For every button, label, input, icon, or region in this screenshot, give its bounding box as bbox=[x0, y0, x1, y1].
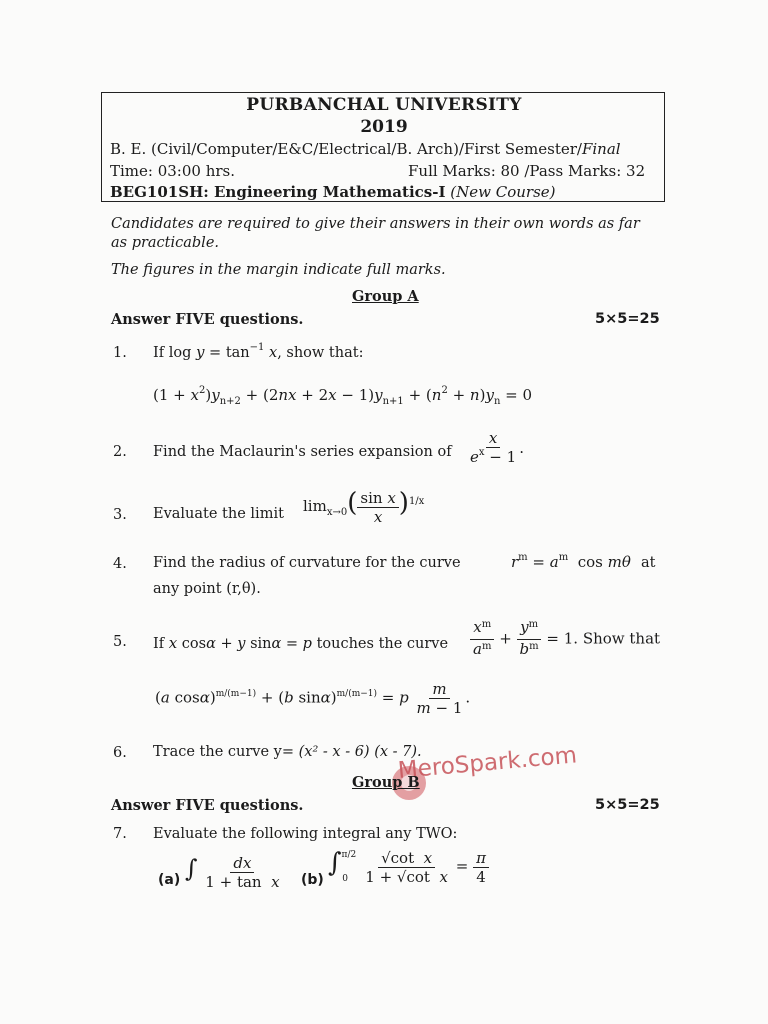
q2-text: Find the Maclaurin's series expansion of bbox=[153, 444, 452, 460]
course-note: (New Course) bbox=[450, 183, 556, 201]
university-name: PURBANCHAL UNIVERSITY bbox=[246, 95, 522, 115]
q5-touches: touches the curve bbox=[316, 636, 449, 652]
q5-number: 5. bbox=[113, 634, 127, 650]
q4-formula: $r^m = a^m$ cos mθ bbox=[511, 552, 631, 571]
q6-text bbox=[153, 744, 422, 760]
q1-number: 1. bbox=[113, 345, 127, 361]
group-b-marks: 5×5=25 bbox=[595, 797, 660, 813]
q4-text: Find the radius of curvature for the curve bbox=[153, 555, 461, 571]
group-a-title: Group A bbox=[352, 288, 419, 305]
q4-at: at bbox=[641, 555, 656, 571]
q6-expr: (x² - x - 6) (x - 7). bbox=[298, 744, 422, 760]
q7-number: 7. bbox=[113, 826, 127, 842]
q5-curve: $\frac{x^m}{a^m}$ + $\frac{y^m}{b^m}$ = 1. Show that bbox=[470, 618, 660, 661]
group-a-marks: 5×5=25 bbox=[595, 311, 660, 327]
instruction-3: The figures in the margin indicate full marks. bbox=[111, 262, 446, 278]
course-line bbox=[110, 183, 556, 201]
q5-if: If bbox=[153, 636, 165, 652]
group-b-title: Group B bbox=[352, 774, 420, 791]
q3-text: Evaluate the limit bbox=[153, 506, 284, 522]
q7-text: Evaluate the following integral any TWO: bbox=[153, 826, 458, 842]
instruction-2: as practicable. bbox=[111, 235, 220, 251]
group-a-instruction: Answer FIVE questions. bbox=[111, 311, 304, 328]
q7-b-label: (b) bbox=[301, 872, 324, 888]
q4-number: 4. bbox=[113, 556, 127, 572]
q7-a-integral: ∫ $\frac{dx}{\text{1 + tan x}}$ bbox=[185, 854, 280, 891]
course-code: BEG101SH: Engineering Mathematics-I bbox=[110, 183, 446, 201]
q7-a-label: (a) bbox=[158, 872, 181, 888]
q6-number: 6. bbox=[113, 745, 127, 761]
exam-year: 2019 bbox=[360, 117, 408, 137]
exam-marks: Full Marks: 80 /Pass Marks: 32 bbox=[408, 162, 646, 180]
watermark-text: MeroSpark.com bbox=[396, 742, 578, 784]
q1-show: , show that: bbox=[277, 345, 364, 361]
q6-label: Trace the curve y= bbox=[153, 744, 295, 760]
program-line bbox=[110, 140, 621, 158]
q7-b-integral: ∫$^{\pi/2}_0$ $\frac{\text{√cot x}}{\text{1 + √cot x}}$ = $\frac{\pi}{4}$ bbox=[328, 848, 489, 886]
program-text: B. E. (Civil/Computer/E&C/Electrical/B. Arch)/First Semester/ bbox=[110, 140, 582, 158]
q4-line2: any point (r,θ). bbox=[153, 581, 261, 597]
q3-number: 3. bbox=[113, 507, 127, 523]
q2-fraction: $\frac{x}{e^x - 1}$ . bbox=[470, 429, 524, 466]
q1-if: If log bbox=[153, 345, 192, 361]
q1-formula: y bbox=[195, 343, 205, 361]
program-final: Final bbox=[581, 140, 621, 158]
instruction-1: Candidates are required to give their answers in their own words as far bbox=[111, 216, 640, 232]
q2-number: 2. bbox=[113, 444, 127, 460]
exam-time: Time: 03:00 hrs. bbox=[110, 162, 236, 180]
q3-limit: $\lim_{x\to 0}$( $\frac{\text{sin x}}{x}$ )$^{1/x}$ bbox=[303, 488, 425, 526]
q1-equation: $(1 + x^2)y_{n+2} + (2nx + 2x - 1)y_{n+1} + (n^2 + n)y_n = 0$ bbox=[153, 385, 533, 407]
q5-line: If x cosα + y sinα = p touches the curve bbox=[153, 634, 449, 652]
q5-show: . Show that bbox=[573, 629, 661, 648]
group-b-instruction: Answer FIVE questions. bbox=[111, 797, 304, 814]
q5-result: (a cosα)$^{m/(m-1)}$ + (b sinα)$^{m/(m-1)}$ = p $\frac{m}{m - 1}$ . bbox=[155, 680, 471, 717]
q1-text: If $\log y = \tan^{-1} x$, show that: bbox=[153, 342, 364, 361]
